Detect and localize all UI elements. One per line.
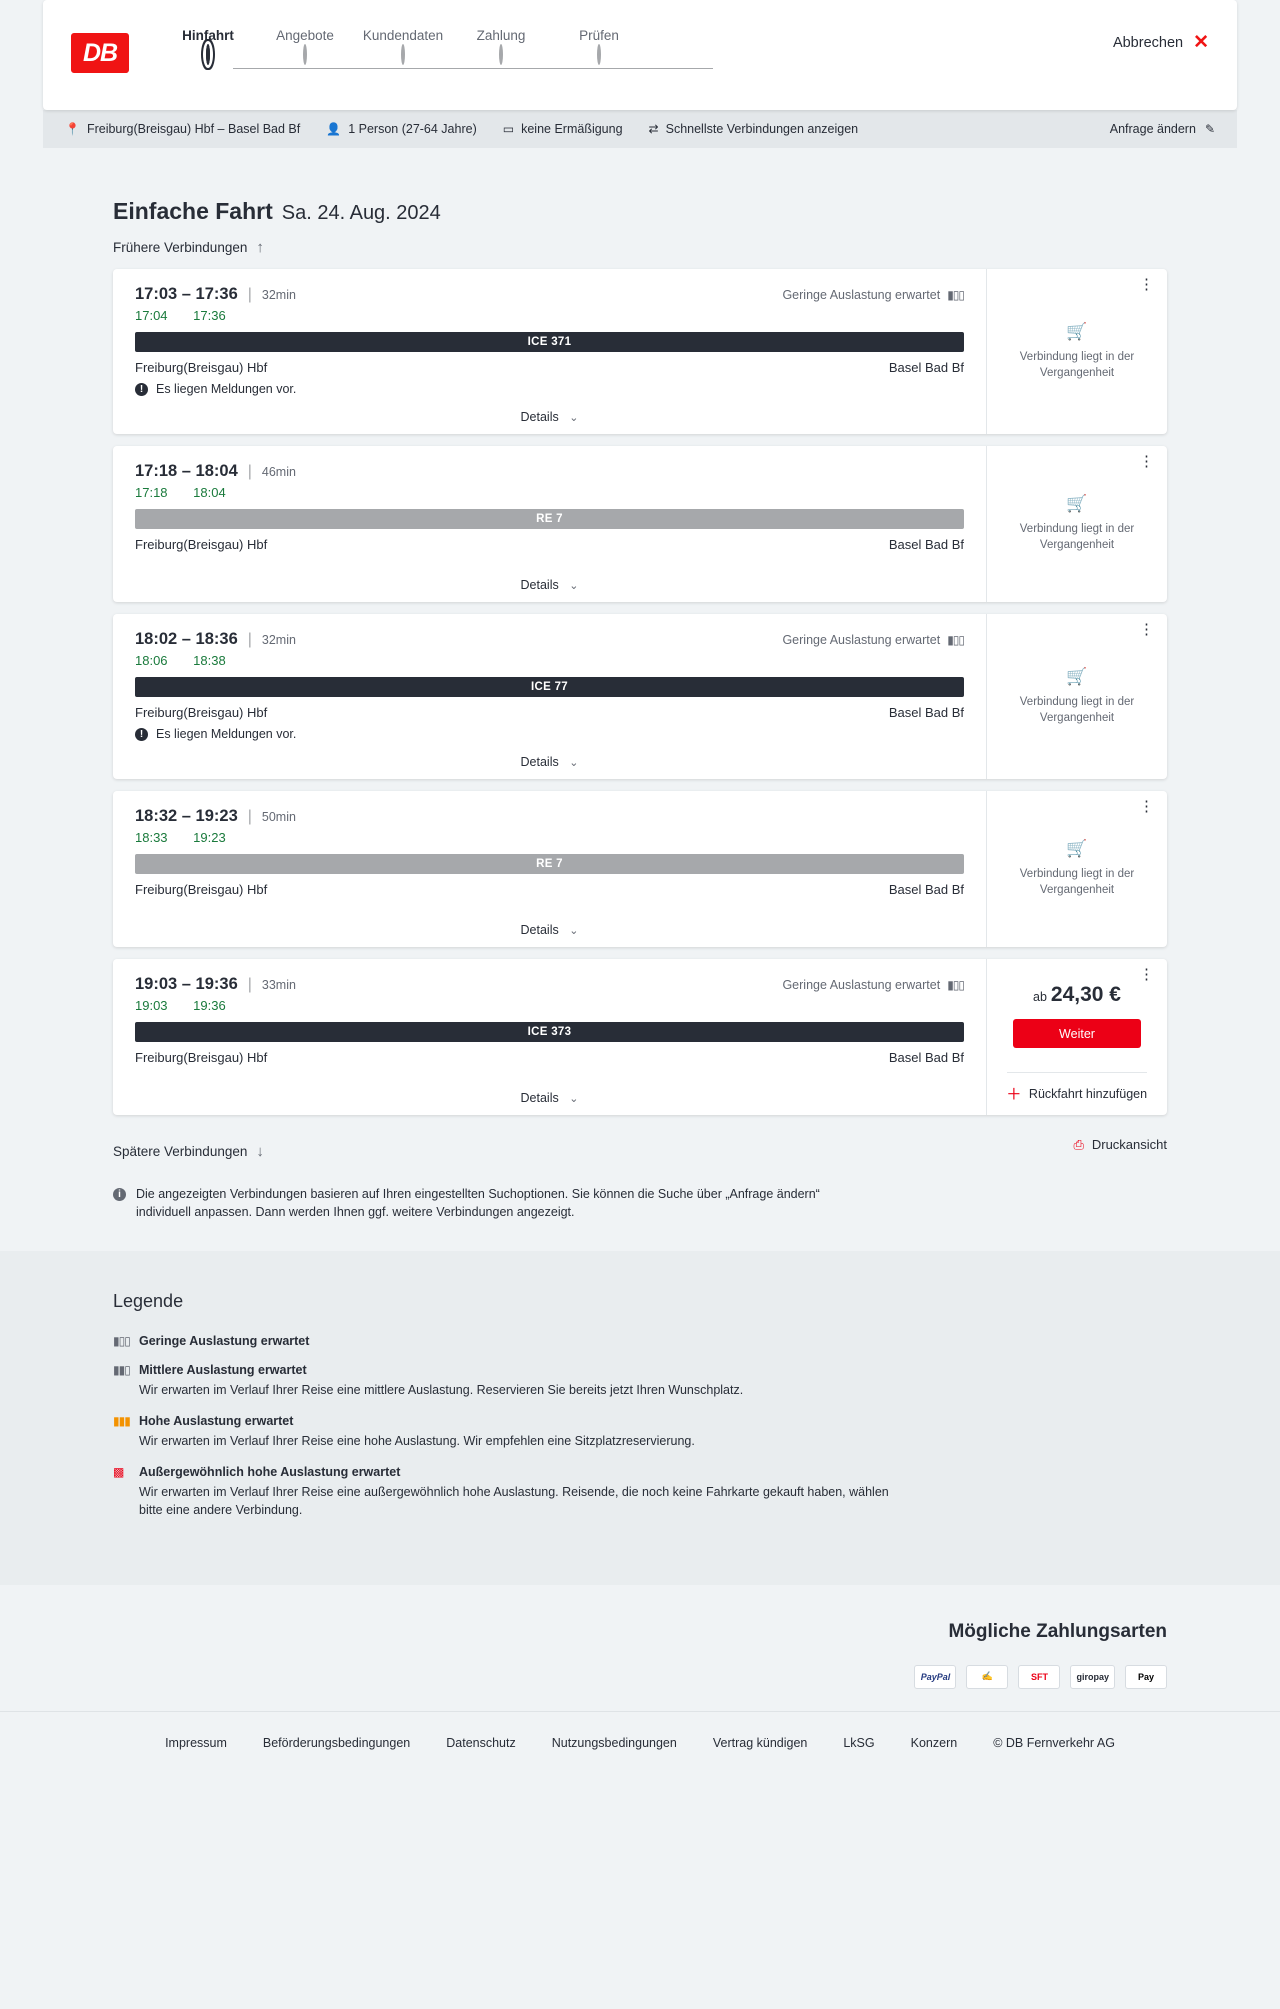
legend-item-title: Geringe Auslastung erwartet: [139, 1334, 310, 1348]
step-dot-icon: [401, 44, 405, 65]
connection-card[interactable]: [113, 446, 1167, 602]
legend-item: [113, 1465, 1167, 1519]
station-row: [135, 1050, 964, 1065]
chevron-down-icon: ⌄: [569, 757, 579, 769]
query-discount[interactable]: [503, 122, 623, 136]
sofort-icon: SFT: [1018, 1665, 1060, 1689]
list-footer-bar: [113, 1129, 1167, 1160]
station-row: [135, 537, 964, 552]
realtime-times: [135, 485, 964, 500]
realtime-departure: 18:06: [135, 653, 168, 668]
realtime-departure: 18:33: [135, 830, 168, 845]
swap-arrows-icon: ⇄: [648, 122, 659, 136]
cart-crossed-icon: 🛒: [1066, 666, 1088, 686]
step-dot-icon: [206, 44, 210, 65]
apple-pay-icon: Pay: [1125, 1665, 1167, 1689]
legend-item-head: [113, 1465, 1167, 1479]
occupancy-high-icon: ▮▮▮: [113, 1414, 130, 1429]
more-options-icon[interactable]: ⋮: [1139, 453, 1155, 470]
continue-button[interactable]: Weiter: [1013, 1019, 1141, 1048]
step-label: Prüfen: [579, 28, 619, 43]
payment-inner: [43, 1621, 1237, 1689]
origin-station: Freiburg(Breisgau) Hbf: [135, 882, 268, 897]
connection-duration: 32min: [261, 288, 296, 302]
connection-duration: 33min: [261, 978, 296, 992]
footer-link-konzern[interactable]: Konzern: [910, 1735, 958, 1750]
realtime-arrival: 19:36: [193, 998, 226, 1013]
chevron-down-icon: ⌄: [569, 925, 579, 937]
footer-link-datenschutz[interactable]: Datenschutz: [446, 1735, 516, 1750]
offer-panel: [987, 959, 1167, 1115]
checkout-stepper: [183, 28, 763, 84]
edit-query-button[interactable]: [1110, 122, 1215, 136]
direct-debit-icon: ✍: [966, 1665, 1008, 1689]
step-dot-icon: [303, 44, 307, 65]
occupancy-low-icon: ▮▯▯: [947, 633, 964, 647]
arrow-up-icon: ↑: [256, 239, 264, 256]
destination-station: Basel Bad Bf: [888, 1050, 964, 1065]
page-title-date: Sa. 24. Aug. 2024: [281, 202, 441, 224]
step-pruefen[interactable]: [529, 28, 669, 64]
chevron-down-icon: ⌄: [569, 580, 579, 592]
query-summary-bar: [43, 110, 1237, 148]
details-toggle[interactable]: [135, 1091, 964, 1105]
search-info-note: [113, 1186, 853, 1221]
realtime-arrival: 18:38: [193, 653, 226, 668]
connection-card[interactable]: [113, 959, 1167, 1115]
occupancy-label: Geringe Auslastung erwartet: [782, 288, 941, 302]
query-passengers[interactable]: [326, 122, 477, 136]
payment-icons-row: [113, 1665, 1167, 1689]
divider: |: [247, 976, 252, 993]
realtime-departure: 19:03: [135, 998, 168, 1013]
legend-section: [0, 1251, 1280, 1585]
divider: |: [247, 286, 252, 303]
payment-methods-section: [0, 1585, 1280, 1711]
details-label: Details: [520, 1091, 559, 1105]
destination-station: Basel Bad Bf: [888, 537, 964, 552]
search-info-text: Die angezeigten Verbindungen basieren auf Ihren eingestellten Suchoptionen. Sie können die Suche über „Anfrage ändern“ individuell anpassen. Dann werden Ihnen ggf. weitere Verbindungen angezeigt.: [136, 1187, 820, 1219]
legend-item: [113, 1334, 1167, 1348]
connection-status-panel: [987, 791, 1167, 947]
origin-station: Freiburg(Breisgau) Hbf: [135, 705, 268, 720]
past-connection-label: Verbindung liegt in der Vergangenheit: [1019, 350, 1135, 379]
realtime-arrival: 17:36: [193, 308, 226, 323]
realtime-times: [135, 830, 964, 845]
legend-item: [113, 1414, 1167, 1450]
connection-header: [135, 975, 964, 994]
connection-status-panel: [987, 614, 1167, 779]
train-badge: RE 7: [135, 854, 964, 874]
paypal-icon: PayPal: [914, 1665, 956, 1689]
person-icon: 👤: [326, 122, 342, 136]
realtime-departure: 17:04: [135, 308, 168, 323]
occupancy-low-icon: ▮▯▯: [947, 978, 964, 992]
query-options[interactable]: [649, 122, 859, 136]
footer-link-befoerderungsbedingungen[interactable]: Beförderungsbedingungen: [262, 1735, 411, 1750]
printer-icon: ⎙: [1073, 1136, 1084, 1152]
step-label: Zahlung: [476, 28, 526, 43]
occupancy-low-icon: ▮▯▯: [113, 1334, 130, 1348]
connection-duration: 50min: [261, 810, 296, 824]
connection-details: [113, 614, 987, 779]
price-value: 24,30 €: [1050, 983, 1121, 1006]
realtime-times: [135, 998, 964, 1013]
later-connections-button[interactable]: [113, 1143, 264, 1160]
more-options-icon[interactable]: ⋮: [1139, 276, 1155, 293]
connection-duration: 32min: [261, 633, 296, 647]
connection-message-label: Es liegen Meldungen vor.: [156, 727, 297, 741]
edit-query-label: Anfrage ändern: [1109, 122, 1196, 136]
info-alert-icon: !: [135, 728, 148, 741]
connection-time-range: 18:02 – 18:36: [135, 630, 238, 648]
origin-station: Freiburg(Breisgau) Hbf: [135, 1050, 268, 1065]
card-icon: ▭: [502, 122, 515, 136]
legend-item-head: [113, 1363, 1167, 1377]
origin-station: Freiburg(Breisgau) Hbf: [135, 360, 268, 375]
info-icon: i: [113, 1188, 126, 1201]
station-row: [135, 360, 964, 375]
train-badge: ICE 373: [135, 1022, 964, 1042]
print-view-button[interactable]: [1073, 1137, 1167, 1153]
print-label: Druckansicht: [1091, 1137, 1167, 1152]
connection-card[interactable]: [113, 269, 1167, 434]
legend-item-desc: Wir erwarten im Verlauf Ihrer Reise eine hohe Auslastung. Wir empfehlen eine Sitzplatzreservierung.: [139, 1434, 695, 1449]
db-logo: DB: [71, 33, 129, 73]
connection-details: [113, 446, 987, 602]
query-route[interactable]: [65, 122, 300, 136]
connection-header: [135, 285, 964, 304]
connection-status-panel: [987, 269, 1167, 434]
arrow-down-icon: ↓: [256, 1143, 264, 1160]
legend-item-head: [113, 1334, 1167, 1348]
location-pin-icon: 📍: [65, 122, 80, 136]
legend-item-head: [113, 1414, 1167, 1428]
more-options-icon[interactable]: ⋮: [1139, 966, 1155, 983]
legend-title: Legende: [113, 1291, 184, 1311]
connection-time-range: 17:03 – 17:36: [135, 285, 238, 303]
footer-links: [43, 1736, 1237, 1750]
legend-item: [113, 1363, 1167, 1399]
cart-crossed-icon: 🛒: [1066, 839, 1088, 859]
realtime-arrival: 18:04: [193, 485, 226, 500]
earlier-connections-button[interactable]: [113, 239, 264, 256]
page-title: [113, 198, 441, 225]
footer-link-nutzungsbedingungen[interactable]: Nutzungsbedingungen: [551, 1735, 677, 1750]
divider: |: [247, 463, 252, 480]
step-dot-icon: [597, 44, 601, 65]
price-prefix: ab: [1033, 990, 1047, 1004]
main-content: [43, 148, 1237, 1251]
app-header: [43, 0, 1237, 110]
connection-details: [113, 959, 987, 1115]
footer-link-impressum[interactable]: Impressum: [165, 1735, 227, 1750]
legend-inner: [43, 1291, 1237, 1520]
page-title-text: Einfache Fahrt: [113, 198, 273, 224]
payment-title: Mögliche Zahlungsarten: [948, 1620, 1167, 1642]
connection-header: [135, 807, 964, 826]
details-label: Details: [520, 755, 559, 769]
connection-duration: 46min: [261, 465, 296, 479]
past-connection-label: Verbindung liegt in der Vergangenheit: [1019, 523, 1135, 551]
footer-link-lksg[interactable]: LkSG: [843, 1735, 875, 1750]
footer-link-vertrag-kuendigen[interactable]: Vertrag kündigen: [712, 1735, 808, 1750]
add-return-trip-button[interactable]: [1007, 1072, 1147, 1115]
connection-header: [135, 630, 964, 649]
details-label: Details: [520, 410, 559, 424]
divider: |: [247, 808, 252, 825]
train-badge: ICE 371: [135, 332, 964, 352]
step-label: Hinfahrt: [182, 28, 234, 43]
legend-item-desc: Wir erwarten im Verlauf Ihrer Reise eine mittlere Auslastung. Reservieren Sie bereits jetzt Ihren Wunschplatz.: [139, 1383, 744, 1397]
occupancy-very-high-icon: ▩: [113, 1465, 124, 1480]
destination-station: Basel Bad Bf: [888, 360, 964, 375]
site-footer: [0, 1711, 1280, 1780]
cart-crossed-icon: 🛒: [1066, 321, 1088, 341]
plus-icon: ＋: [1006, 1086, 1021, 1102]
realtime-arrival: 19:23: [193, 830, 226, 845]
step-label: Angebote: [276, 28, 334, 43]
chevron-down-icon: ⌄: [569, 1093, 579, 1105]
query-options-label: Schnellste Verbindungen anzeigen: [665, 122, 859, 136]
realtime-times: [135, 653, 964, 668]
query-route-label: Freiburg(Breisgau) Hbf – Basel Bad Bf: [86, 122, 301, 136]
legend-item-title: Hohe Auslastung erwartet: [139, 1414, 294, 1429]
destination-station: Basel Bad Bf: [888, 882, 964, 897]
occupancy-medium-icon: ▮▮▯: [113, 1363, 130, 1377]
station-row: [135, 882, 964, 897]
cancel-label: Abbrechen: [1112, 34, 1184, 51]
stepper-line: [233, 68, 713, 69]
later-label: Spätere Verbindungen: [113, 1144, 248, 1159]
details-toggle[interactable]: [135, 578, 964, 592]
connection-time-range: 17:18 – 18:04: [135, 462, 238, 480]
train-badge: RE 7: [135, 509, 964, 529]
occupancy-label: Geringe Auslastung erwartet: [782, 633, 941, 647]
details-toggle[interactable]: [135, 755, 964, 769]
station-row: [135, 705, 964, 720]
connection-details: [113, 269, 987, 434]
add-return-label: Rückfahrt hinzufügen: [1028, 1087, 1148, 1101]
divider: |: [247, 631, 252, 648]
connection-card[interactable]: [113, 791, 1167, 947]
chevron-down-icon: ⌄: [569, 412, 579, 424]
details-label: Details: [520, 578, 559, 592]
occupancy-label: Geringe Auslastung erwartet: [782, 978, 941, 992]
cart-crossed-icon: 🛒: [1066, 494, 1088, 514]
realtime-departure: 17:18: [135, 485, 168, 500]
occupancy-indicator: [782, 633, 964, 647]
connection-time-range: 19:03 – 19:36: [135, 975, 238, 993]
connection-card[interactable]: [113, 614, 1167, 779]
more-options-icon[interactable]: ⋮: [1139, 798, 1155, 815]
occupancy-indicator: [782, 978, 964, 992]
legend-item-title: Mittlere Auslastung erwartet: [139, 1363, 307, 1377]
connection-message[interactable]: [135, 382, 964, 396]
occupancy-indicator: [782, 288, 964, 302]
earlier-label: Frühere Verbindungen: [113, 240, 248, 255]
occupancy-low-icon: ▮▯▯: [947, 288, 964, 302]
close-icon: ✕: [1193, 32, 1209, 53]
details-label: Details: [520, 923, 559, 937]
price-label: [1033, 983, 1121, 1007]
connection-details: [113, 791, 987, 947]
connection-message-label: Es liegen Meldungen vor.: [156, 382, 297, 396]
connection-status-panel: [987, 446, 1167, 602]
connection-header: [135, 462, 964, 481]
destination-station: Basel Bad Bf: [888, 705, 964, 720]
train-badge: ICE 77: [135, 677, 964, 697]
query-passengers-label: 1 Person (27-64 Jahre): [348, 122, 477, 136]
details-toggle[interactable]: [135, 923, 964, 937]
past-connection-label: Verbindung liegt in der Vergangenheit: [1019, 868, 1135, 896]
more-options-icon[interactable]: ⋮: [1139, 621, 1155, 638]
query-discount-label: keine Ermäßigung: [521, 122, 623, 136]
giropay-icon: giropay: [1070, 1665, 1115, 1689]
origin-station: Freiburg(Breisgau) Hbf: [135, 537, 268, 552]
connection-time-range: 18:32 – 19:23: [135, 807, 238, 825]
cancel-button[interactable]: [1113, 33, 1209, 52]
step-dot-icon: [499, 44, 503, 65]
step-label: Kundendaten: [362, 28, 444, 43]
footer-copyright: © DB Fernverkehr AG: [993, 1735, 1115, 1750]
details-toggle[interactable]: [135, 410, 964, 424]
info-alert-icon: !: [135, 383, 148, 396]
connection-message[interactable]: [135, 727, 964, 741]
past-connection-label: Verbindung liegt in der Vergangenheit: [1019, 695, 1135, 724]
pencil-icon: ✎: [1204, 122, 1215, 136]
legend-item-desc: Wir erwarten im Verlauf Ihrer Reise eine außergewöhnlich hohe Auslastung. Reisende, die noch keine Fahrkarte gekauft haben, wählen bitte eine andere Verbindung.: [139, 1485, 889, 1518]
legend-item-title: Außergewöhnlich hohe Auslastung erwartet: [139, 1465, 401, 1480]
realtime-times: [135, 308, 964, 323]
